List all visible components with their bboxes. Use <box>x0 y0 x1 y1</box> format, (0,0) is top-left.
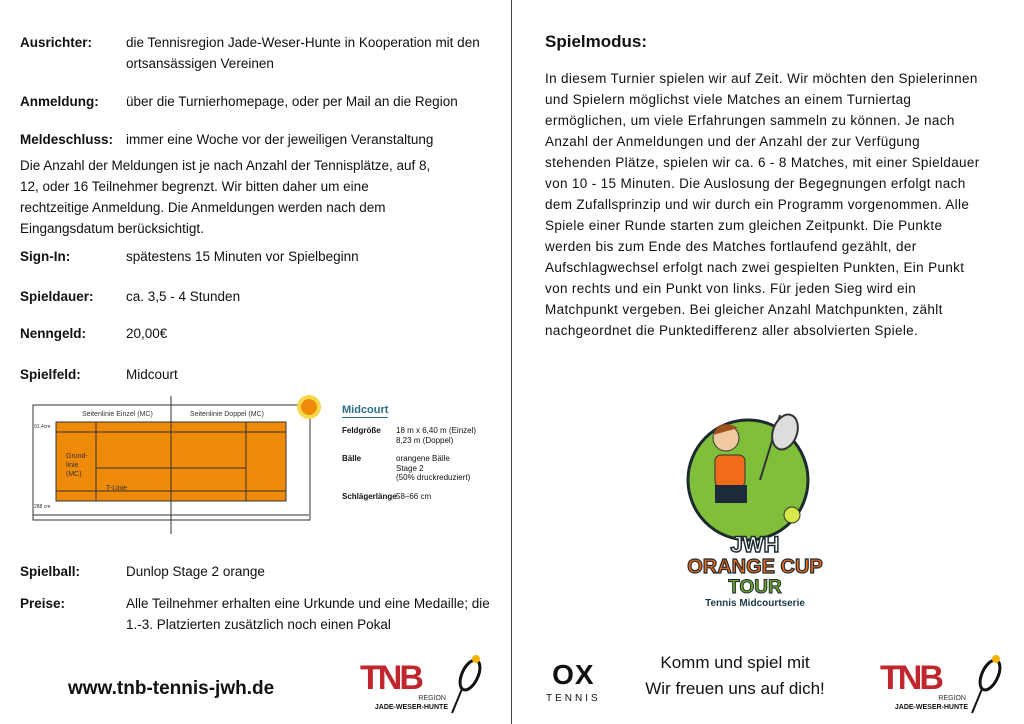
tnb-letters: TNB <box>360 659 421 697</box>
tnb-letters: TNB <box>880 659 941 697</box>
slogan-line: Komm und spiel mit <box>660 653 810 672</box>
page-divider <box>511 0 512 724</box>
info-meldeschluss <box>20 129 496 150</box>
tnb-logo-right <box>880 655 1010 717</box>
tnb-region: REGION <box>938 695 966 702</box>
ox-text: OX <box>552 659 595 690</box>
spec-value: 18 m x 6,40 m (Einzel) <box>396 426 477 435</box>
spec-value: 58–66 cm <box>396 491 432 501</box>
label-baseline: Grund- <box>66 453 88 460</box>
spec-key: Schlägerlänge <box>342 491 397 501</box>
label: Spieldauer: <box>20 289 94 304</box>
value: spätestens 15 Minuten vor Spielbeginn <box>126 249 359 264</box>
label: Nenngeld: <box>20 326 86 341</box>
website-url[interactable]: www.tnb-tennis-jwh.de <box>68 678 275 699</box>
slogan-line: Wir freuen uns auf dich! <box>645 679 825 698</box>
spec-baelle <box>342 454 510 483</box>
info-anmeldung <box>20 91 496 112</box>
label: Meldeschluss: <box>20 132 114 147</box>
spec-key: Bälle <box>342 454 362 463</box>
ox-tennis-text: TENNIS <box>546 693 601 704</box>
midcourt-specs <box>342 400 510 510</box>
label-baseline: linie <box>66 462 79 469</box>
spec-value: (50% druckreduziert) <box>396 473 471 482</box>
tnb-region: REGION <box>418 695 446 702</box>
label-tline: T-Linie <box>106 485 128 492</box>
label: Spielfeld: <box>20 367 81 382</box>
logo-subtitle: Tennis Midcourtserie <box>705 598 805 609</box>
value: die Tennisregion Jade-Weser-Hunte in Kooperation mit den ortsansässigen Vereinen <box>126 35 480 71</box>
label-dim1: 91,4cm <box>34 424 51 430</box>
info-nenngeld <box>20 323 496 344</box>
info-spielfeld <box>20 364 496 385</box>
label: Sign-In: <box>20 249 71 264</box>
tnb-name: JADE-WESER-HUNTE <box>374 704 448 711</box>
ox-tennis-logo <box>546 659 601 706</box>
spec-value: 8,23 m (Doppel) <box>396 435 454 445</box>
label-dim2: 288 cm <box>34 504 51 510</box>
midcourt-title: Midcourt <box>342 404 389 416</box>
info-preise <box>20 593 496 635</box>
spec-key: Feldgröße <box>342 426 381 435</box>
label-sideline-single: Seitenlinie Einzel (MC) <box>82 411 153 418</box>
tnb-name: JADE-WESER-HUNTE <box>894 704 968 711</box>
spec-schlaegerlaenge <box>342 492 510 502</box>
label: Preise: <box>20 596 66 611</box>
value: Midcourt <box>126 367 178 382</box>
info-signin <box>20 246 496 267</box>
label-baseline: (MC) <box>66 471 82 478</box>
value: immer eine Woche vor der jeweiligen Veranstaltung <box>126 132 434 147</box>
tnb-logo-left <box>360 655 490 717</box>
value: ca. 3,5 - 4 Stunden <box>126 289 241 304</box>
midcourt-diagram <box>32 394 332 534</box>
logo-jwh: JWH <box>730 532 780 557</box>
value: Dunlop Stage 2 orange <box>126 564 265 579</box>
spielmodus-text: In diesem Turnier spielen wir auf Zeit. Wir möchten den Spielerinnen und Spielern möglichst viele Matches an einem Turniertag ermöglichen, um viele Erfahrungen sammeln zu können. Je nach Anzahl der Anmeldungen und der Anzahl der zur Verfügung stehenden Plätze, spielen wir ca. 6 - 8 Matches, mit einer Spieldauer von 10 - 15 Minuten. Die Auslosung der Begegnungen erfolgt nach dem Zufallsprinzip und wir durch ein Programm vorgenommen. Alle Spiele einer Runde starten zum gleichen Zeitpunkt. Die Punkte werden bis zum Ende des Matches fortlaufend gezählt, der Aufschlagwechsel erfolgt nach zwei gespielten Punkten, Ein Punkt von rechts und ein Punkt von links. Für jeden Sieg wird ein Matchpunkt vergeben. Bei gleicher Anzahl Matchpunkten, zählt nachgeordnet die Punktedifferenz aller absolvierten Spiele. <box>545 71 980 338</box>
info-ausrichter <box>20 32 496 74</box>
slogan <box>620 650 850 702</box>
value: Alle Teilnehmer erhalten eine Urkunde und eine Medaille; die 1.-3. Platzierten zusätzlich noch einen Pokal <box>126 596 490 632</box>
info-spieldauer <box>20 286 496 307</box>
value: über die Turnierhomepage, oder per Mail an die Region <box>126 94 458 109</box>
label: Spielball: <box>20 564 81 579</box>
spec-feldgroesse <box>342 426 510 445</box>
label-sideline-double: Seitenlinie Doppel (MC) <box>190 411 264 418</box>
spec-value: Stage 2 <box>396 463 424 473</box>
value: 20,00€ <box>126 326 168 341</box>
orange-cup-logo <box>670 410 840 610</box>
logo-tour: TOUR <box>728 577 782 598</box>
registration-paragraph: Die Anzahl der Meldungen ist je nach Anzahl der Tennisplätze, auf 8, 12, oder 16 Teilnehmer begrenzt. Wir bitten daher um eine rechtzeitige Anmeldung. Die Anmeldungen werden nach dem Eingangsdatum berücksichtigt. <box>20 158 431 236</box>
label: Anmeldung: <box>20 94 99 109</box>
spielmodus-title: Spielmodus: <box>545 32 648 51</box>
label: Ausrichter: <box>20 35 93 50</box>
spec-value: orangene Bälle <box>396 454 450 463</box>
info-spielball <box>20 561 496 582</box>
logo-orange-cup: ORANGE CUP <box>687 556 823 578</box>
